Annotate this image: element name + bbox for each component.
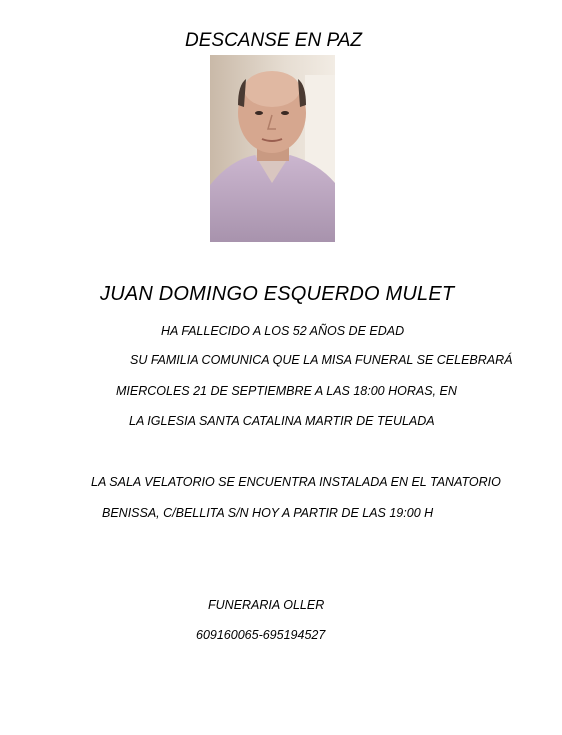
funeral-home-phones: 609160065-695194527 — [196, 628, 326, 642]
mass-date-line: MIERCOLES 21 DE SEPTIEMBRE A LAS 18:00 HORAS, EN — [116, 384, 457, 398]
wake-address-line: BENISSA, C/BELLITA S/N HOY A PARTIR DE LAS 19:00 H — [102, 506, 434, 520]
notice-heading: DESCANSE EN PAZ — [185, 30, 363, 51]
church-line: LA IGLESIA SANTA CATALINA MARTIR DE TEULADA — [129, 414, 435, 428]
deceased-name: JUAN DOMINGO ESQUERDO MULET — [100, 283, 455, 305]
family-announcement-line: SU FAMILIA COMUNICA QUE LA MISA FUNERAL SE CELEBRARÁ — [130, 353, 513, 367]
wake-room-line: LA SALA VELATORIO SE ENCUENTRA INSTALADA EN EL TANATORIO — [91, 475, 501, 489]
age-line: HA FALLECIDO A LOS 52 AÑOS DE EDAD — [161, 324, 405, 338]
portrait-photo — [210, 55, 335, 242]
funeral-home-name: FUNERARIA OLLER — [208, 598, 325, 612]
